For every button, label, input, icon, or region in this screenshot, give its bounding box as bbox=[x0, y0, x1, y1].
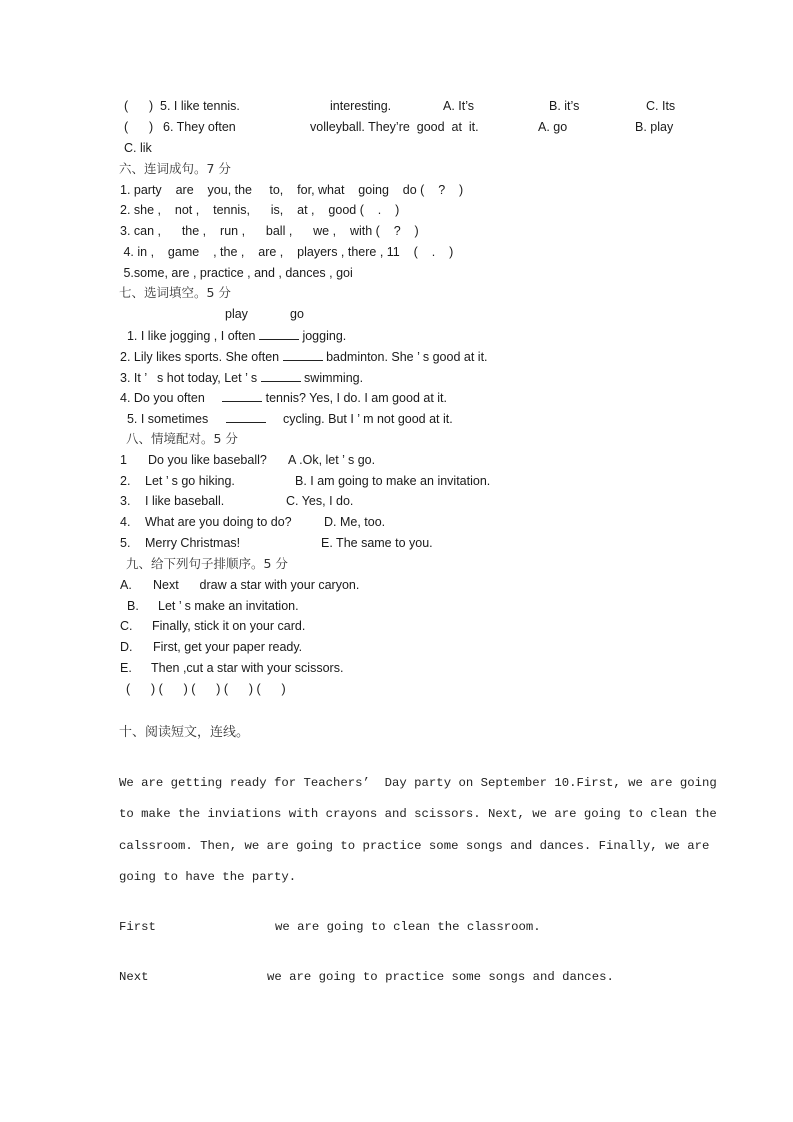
question-text: Merry Christmas! bbox=[145, 536, 241, 550]
match-left-item[interactable]: First bbox=[119, 920, 156, 934]
section-title: 七、选词填空。5 分 bbox=[119, 285, 231, 300]
word-bank-item: play bbox=[225, 307, 248, 321]
section-title: 十、阅读短文，连线。 bbox=[119, 725, 250, 740]
fill-item-prefix: 2. Lily likes sports. She often bbox=[120, 350, 283, 364]
fill-item-suffix: swimming. bbox=[300, 371, 364, 385]
item-text: Finally, stick it on your card. bbox=[152, 619, 306, 633]
sentence-item: 3. can , the , run , ball , we , with ( ? ) bbox=[120, 224, 419, 238]
question-stem-continued: volleyball. They’re good at it. bbox=[310, 120, 479, 134]
fill-blank[interactable] bbox=[222, 389, 262, 402]
question-text: Do you like baseball? bbox=[148, 453, 267, 467]
answer-option: D. Me, too. bbox=[324, 515, 386, 529]
sentence-item: 1. party are you, the to, for, what going do ( ? ) bbox=[120, 183, 464, 197]
section-title: 八、情境配对。5 分 bbox=[126, 431, 238, 446]
answer-option: E. The same to you. bbox=[321, 536, 433, 550]
fill-item-prefix: 5. I sometimes bbox=[120, 412, 226, 426]
section-title: 六、连词成句。7 分 bbox=[119, 161, 231, 176]
question-stem: 6. They often bbox=[163, 120, 236, 134]
fill-blank[interactable] bbox=[283, 348, 323, 361]
option-b[interactable]: B. play bbox=[635, 120, 674, 134]
answer-option: C. Yes, I do. bbox=[286, 494, 354, 508]
passage-line: going to have the party. bbox=[119, 870, 297, 884]
sentence-item: 4. in , game , the , are , players , there , 11 ( . ) bbox=[120, 245, 454, 259]
item-label: D. bbox=[120, 640, 133, 654]
fill-item bbox=[120, 348, 488, 365]
item-text: Next draw a star with your caryon. bbox=[153, 578, 360, 592]
item-label: E. bbox=[120, 661, 132, 675]
passage-line: We are getting ready for Teachers’ Day party on September 10.First, we are going bbox=[119, 776, 717, 790]
answer-option: B. I am going to make an invitation. bbox=[295, 474, 491, 488]
answer-bracket[interactable]: ( ) bbox=[124, 99, 154, 113]
question-number: 1 bbox=[120, 453, 127, 467]
question-number: 3. bbox=[120, 494, 131, 508]
question-stem-continued: interesting. bbox=[330, 99, 392, 113]
fill-item bbox=[120, 327, 346, 344]
question-number: 4. bbox=[120, 515, 131, 529]
question-number: 5. bbox=[120, 536, 131, 550]
sentence-item: 5.some, are , practice , and , dances , goi bbox=[120, 266, 353, 280]
item-text: Let ’ s make an invitation. bbox=[158, 599, 299, 613]
passage-line: to make the inviations with crayons and scissors. Next, we are going to clean the bbox=[119, 807, 717, 821]
option-a[interactable]: A. It’s bbox=[443, 99, 475, 113]
sentence-item: 2. she , not , tennis, is, at , good ( . ) bbox=[120, 203, 400, 217]
question-text: I like baseball. bbox=[145, 494, 225, 508]
fill-item-suffix: tennis? Yes, I do. I am good at it. bbox=[262, 391, 448, 405]
answer-option: A .Ok, let ’ s go. bbox=[288, 453, 376, 467]
question-text: Let ’ s go hiking. bbox=[145, 474, 235, 488]
fill-item-prefix: 4. Do you often bbox=[120, 391, 223, 405]
match-left-item[interactable]: Next bbox=[119, 970, 149, 984]
item-text: First, get your paper ready. bbox=[153, 640, 303, 654]
fill-item bbox=[120, 410, 453, 427]
fill-item-suffix: cycling. But I ’ m not good at it. bbox=[265, 412, 453, 426]
answer-brackets[interactable]: ( ) ( ) ( ) ( ) ( ) bbox=[126, 682, 286, 696]
fill-item-prefix: 1. I like jogging , I often bbox=[120, 329, 259, 343]
item-label: B. bbox=[127, 599, 139, 613]
fill-blank[interactable] bbox=[226, 410, 266, 423]
word-bank-item: go bbox=[290, 307, 304, 321]
match-right-item[interactable]: we are going to practice some songs and dances. bbox=[267, 970, 614, 984]
question-number: 2. bbox=[120, 474, 131, 488]
item-label: A. bbox=[120, 578, 132, 592]
item-label: C. bbox=[120, 619, 133, 633]
answer-bracket[interactable]: ( ) bbox=[124, 120, 154, 134]
option-b[interactable]: B. it’s bbox=[549, 99, 580, 113]
question-stem: 5. I like tennis. bbox=[160, 99, 240, 113]
fill-item-suffix: jogging. bbox=[298, 329, 347, 343]
fill-item bbox=[120, 389, 447, 406]
section-title: 九、给下列句子排顺序。5 分 bbox=[126, 556, 288, 571]
option-a[interactable]: A. go bbox=[538, 120, 568, 134]
fill-blank[interactable] bbox=[261, 369, 301, 382]
question-text: What are you doing to do? bbox=[145, 515, 292, 529]
fill-item-prefix: 3. It ’ s hot today, Let ’ s bbox=[120, 371, 261, 385]
passage-line: calssroom. Then, we are going to practice some songs and dances. Finally, we are bbox=[119, 839, 710, 853]
option-c[interactable]: C. Its bbox=[646, 99, 676, 113]
match-right-item[interactable]: we are going to clean the classroom. bbox=[275, 920, 541, 934]
fill-item bbox=[120, 369, 363, 386]
option-c[interactable]: C. lik bbox=[124, 141, 152, 155]
fill-item-suffix: badminton. She ’ s good at it. bbox=[322, 350, 488, 364]
item-text: Then ,cut a star with your scissors. bbox=[151, 661, 344, 675]
fill-blank[interactable] bbox=[259, 327, 299, 340]
